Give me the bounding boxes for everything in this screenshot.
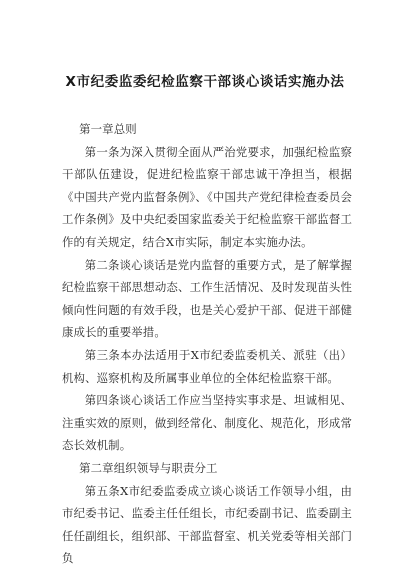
chapter-heading: 第二章组织领导与职责分工: [79, 460, 218, 475]
chapter-heading: 第一章总则: [79, 122, 137, 136]
article-paragraph: 第四条谈心谈话工作应当坚持实事求是、坦诚相见、注重实效的原则，做到经常化、制度化、规范化，形成常态长效机制。: [62, 393, 352, 453]
article-paragraph: 第二条谈心谈话是党内监督的重要方式，是了解掌握纪检监察干部思想动态、工作生活情况、及时发现苗头性倾向性问题的有效手段，也是关心爱护干部、促进干部健康成长的重要举措。: [62, 257, 352, 340]
article-paragraph: 第三条本办法适用于X市纪委监委机关、派驻（出）机构、巡察机构及所属事业单位的全体纪检监察干部。: [62, 347, 352, 385]
document-body: [62, 118, 352, 570]
document-title: X市纪委监委纪检监察干部谈心谈话实施办法: [65, 74, 345, 90]
article-paragraph: 第五条X市纪委监委成立谈心谈话工作领导小组，由市纪委书记、监委主任任组长，市纪委副书记、监委副主任任副组长，组织部、干部监督室、机关党委等相关部门负: [62, 483, 352, 566]
article-paragraph: 第一条为深入贯彻全面从严治党要求，加强纪检监察干部队伍建设，促进纪检监察干部忠诚干净担当，根据《中国共产党内监督条例》、《中国共产党纪律检查委员会工作条例》及中央纪委国家监委关于纪检监察干部监督工作的有关规定，结合X市实际，制定本实施办法。: [62, 144, 352, 249]
